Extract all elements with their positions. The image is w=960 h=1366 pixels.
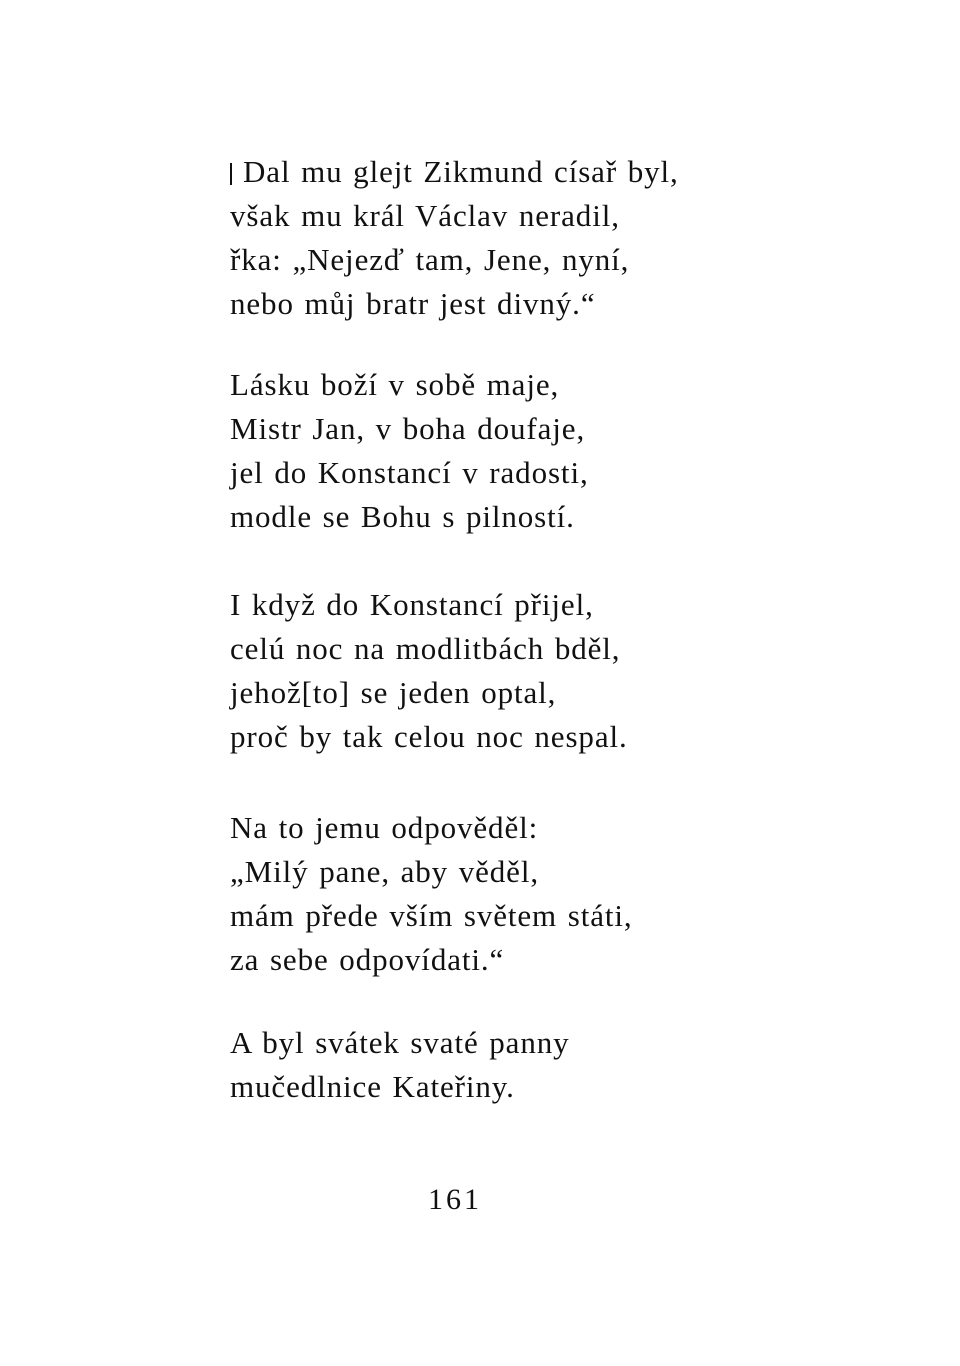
poem-line: Mistr Jan, v boha doufaje,	[230, 411, 586, 446]
poem-line: Na to jemu odpověděl:	[230, 810, 539, 845]
stanza	[230, 583, 870, 759]
poem-line: mučedlnice Kateřiny.	[230, 1069, 515, 1104]
poem-line: Lásku boží v sobě maje,	[230, 367, 560, 402]
stanza	[230, 363, 870, 539]
poem-line: celú noc na modlitbách bděl,	[230, 631, 621, 666]
poem-line: I když do Konstancí přijel,	[230, 587, 594, 622]
poem-line: A byl svátek svaté panny	[230, 1025, 570, 1060]
stanza	[230, 150, 870, 326]
poem-line: však mu král Václav neradil,	[230, 198, 620, 233]
poem-line: „Milý pane, aby věděl,	[230, 854, 540, 889]
poem-line: proč by tak celou noc nespal.	[230, 719, 628, 754]
stanza	[230, 806, 870, 982]
page-number: 161	[428, 1183, 482, 1216]
poem-line: jehož[to] se jeden optal,	[230, 675, 557, 710]
stanza	[230, 1021, 870, 1109]
line-start-marker	[230, 163, 232, 185]
poem-line-text: Dal mu glejt Zikmund císař byl,	[243, 154, 679, 189]
poem-line: mám přede vším světem státi,	[230, 898, 633, 933]
poem-line: modle se Bohu s pilností.	[230, 499, 575, 534]
poem-line: za sebe odpovídati.“	[230, 942, 505, 977]
poem-line: jel do Konstancí v radosti,	[230, 455, 589, 490]
poem-line: nebo můj bratr jest divný.“	[230, 286, 596, 321]
poem-line: řka: „Nejezď tam, Jene, nyní,	[230, 242, 630, 277]
poem-line	[230, 150, 870, 194]
